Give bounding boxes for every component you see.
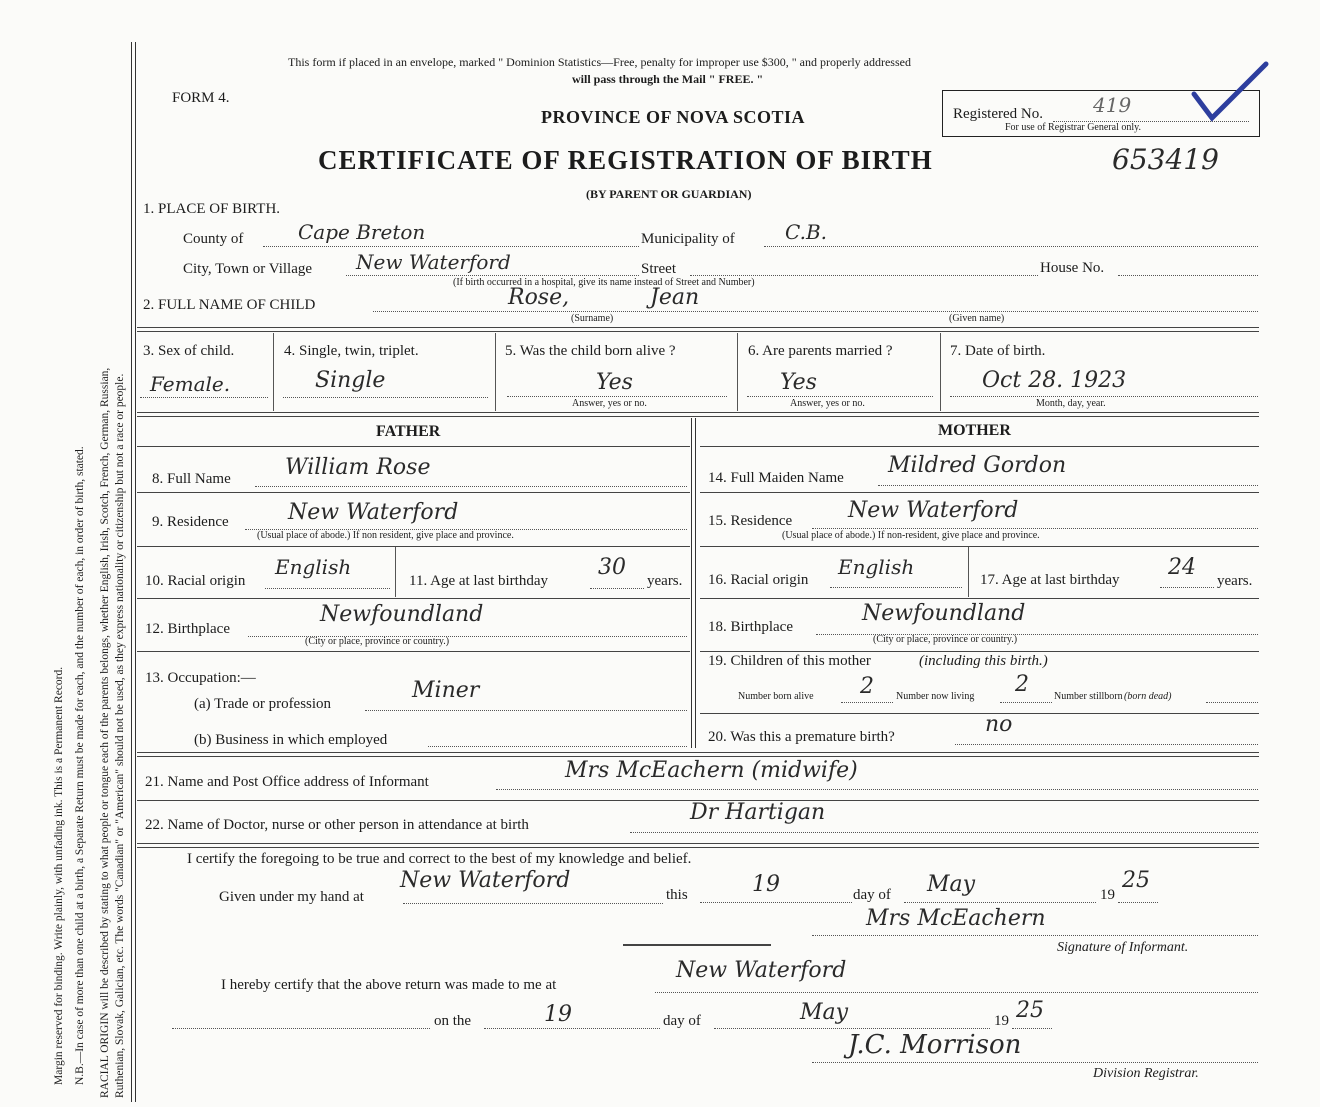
postal-notice: This form if placed in an envelope, marked " Dominion Statistics—Free, penalty for improper use $300, " and properly addressed xyxy=(288,55,911,69)
mother-age-label: 17. Age at last birthday xyxy=(980,572,1120,588)
trade-label: (a) Trade or profession xyxy=(194,696,332,712)
given-name-caption: (Given name) xyxy=(949,313,1005,324)
now-living-line xyxy=(1000,702,1052,703)
mother-residence-line xyxy=(812,528,1258,529)
postal-notice-free: will pass through the Mail " FREE. " xyxy=(572,72,764,86)
municipality-line xyxy=(764,246,1258,247)
now-living-label: Number now living xyxy=(896,691,975,702)
registered-number-value: 419 xyxy=(1093,93,1132,117)
day-line xyxy=(700,902,852,903)
mother-name-value: Mildred Gordon xyxy=(888,453,1067,478)
mother-years-label: years. xyxy=(1217,573,1253,589)
registrar-month-line xyxy=(714,1028,990,1029)
house-number-line xyxy=(1118,275,1258,276)
born-alive-count-line xyxy=(841,702,893,703)
father-birthplace-caption: (City or place, province or country.) xyxy=(305,636,450,647)
mother-rule-3 xyxy=(700,598,1259,599)
county-line xyxy=(263,246,639,247)
plurality-line xyxy=(283,397,488,398)
father-name-line xyxy=(255,486,687,487)
house-number-label: House No. xyxy=(1040,260,1105,276)
premature-value: no xyxy=(985,712,1013,737)
section-rule-informant xyxy=(137,752,1259,753)
given-place-line xyxy=(403,903,663,904)
given-place-value: New Waterford xyxy=(400,868,571,893)
city-line xyxy=(346,275,639,276)
mother-race-label: 16. Racial origin xyxy=(708,572,809,588)
married-line xyxy=(747,396,933,397)
date-of-birth-value: Oct 28. 1923 xyxy=(982,368,1127,393)
now-living-value: 2 xyxy=(1015,672,1029,697)
father-rule-1 xyxy=(137,492,690,493)
married-value: Yes xyxy=(780,370,817,395)
mother-age-divider xyxy=(968,547,969,597)
section-rule-parents-2 xyxy=(137,416,1259,417)
father-birthplace-label: 12. Birthplace xyxy=(145,621,230,637)
father-name-label: 8. Full Name xyxy=(152,471,231,487)
mother-residence-caption: (Usual place of abode.) If non-resident, give place and province. xyxy=(782,530,1040,541)
born-alive-line xyxy=(507,396,727,397)
informant-signature: Mrs McEachern xyxy=(866,906,1046,931)
province-heading: PROVINCE OF NOVA SCOTIA xyxy=(541,107,806,127)
registrar-month-value: May xyxy=(800,1000,849,1025)
informant-signature-line xyxy=(812,935,1258,936)
certify-statement: I certify the foregoing to be true and correct to the best of my knowledge and belief. xyxy=(187,851,692,867)
registrar-place-value: New Waterford xyxy=(676,958,847,983)
month-value: May xyxy=(927,872,976,897)
municipality-value: C.B. xyxy=(785,220,828,244)
surname-caption: (Surname) xyxy=(571,313,614,324)
mother-age-line xyxy=(1160,587,1214,588)
stillborn-label: Number stillborn xyxy=(1054,691,1123,702)
father-rule-4 xyxy=(137,651,690,652)
stillborn-note: (born dead) xyxy=(1124,691,1172,702)
trade-value: Miner xyxy=(412,678,480,703)
mother-rule-4 xyxy=(700,651,1259,652)
children-note: (including this birth.) xyxy=(919,653,1048,669)
born-alive-caption: Answer, yes or no. xyxy=(572,398,647,409)
premature-line xyxy=(955,744,1258,745)
mother-birthplace-value: Newfoundland xyxy=(862,601,1026,626)
father-rule-2 xyxy=(137,546,690,547)
mother-birthplace-label: 18. Birthplace xyxy=(708,619,793,635)
section-rule-certify-2 xyxy=(137,847,1259,848)
registrar-day-value: 19 xyxy=(544,1002,572,1027)
father-residence-value: New Waterford xyxy=(288,500,459,525)
stillborn-line xyxy=(1206,702,1258,703)
row-divider-1 xyxy=(273,333,274,411)
plurality-label: 4. Single, twin, triplet. xyxy=(284,343,419,359)
registrar-signature: J.C. Morrison xyxy=(848,1030,1022,1060)
street-label: Street xyxy=(641,261,676,277)
certificate-number: 653419 xyxy=(1112,143,1219,176)
given-under-hand-label: Given under my hand at xyxy=(219,889,364,905)
margin-note-binding: Margin reserved for binding. Write plainly, with unfading ink. This is a Permanent Record. xyxy=(53,666,65,1085)
father-age-value: 30 xyxy=(598,555,626,580)
on-the-lead-line xyxy=(172,1028,430,1029)
day-value: 19 xyxy=(752,872,780,897)
father-rule-3 xyxy=(137,598,690,599)
city-label: City, Town or Village xyxy=(183,261,313,277)
mother-race-line xyxy=(830,587,962,588)
mother-heading: MOTHER xyxy=(938,422,1011,439)
sex-line xyxy=(140,397,268,398)
section-rule-informant-2 xyxy=(137,756,1259,757)
mother-birthplace-caption: (City or place, province or country.) xyxy=(873,634,1018,645)
business-line xyxy=(428,746,687,747)
mother-name-line xyxy=(878,485,1258,486)
date-of-birth-line xyxy=(950,396,1258,397)
registered-number-label: Registered No. xyxy=(953,106,1043,122)
registrar-general-note: For use of Registrar General only. xyxy=(1005,122,1141,133)
mother-race-value: English xyxy=(838,555,915,579)
date-of-birth-caption: Month, day, year. xyxy=(1036,398,1106,409)
child-name-label: 2. FULL NAME OF CHILD xyxy=(143,297,316,313)
child-given-name-value: Jean xyxy=(650,285,700,310)
born-alive-value: Yes xyxy=(596,370,633,395)
margin-note-racial-origin: RACIAL ORIGIN will be described by stating to what people or tongue each of the parents belongs, whether English, Irish, Scotch, French, German, Russian, xyxy=(99,367,111,1098)
street-line xyxy=(690,275,1038,276)
mother-name-label: 14. Full Maiden Name xyxy=(708,470,844,486)
binding-line-inner xyxy=(135,42,136,1102)
informant-signature-caption: Signature of Informant. xyxy=(1057,940,1189,955)
child-surname-value: Rose, xyxy=(508,285,570,310)
attendant-line xyxy=(630,832,1258,833)
registrar-day-line xyxy=(484,1028,660,1029)
row-divider-4 xyxy=(940,333,941,411)
father-heading-rule xyxy=(137,446,690,447)
business-label: (b) Business in which employed xyxy=(194,732,388,748)
city-value: New Waterford xyxy=(356,250,511,274)
parents-divider-2 xyxy=(695,418,696,748)
year-line xyxy=(1118,902,1158,903)
occupation-label: 13. Occupation:— xyxy=(145,670,256,686)
children-label: 19. Children of this mother xyxy=(708,653,871,669)
municipality-label: Municipality of xyxy=(641,231,735,247)
father-race-line xyxy=(265,588,390,589)
margin-note-multiple-births: N.B.—In case of more than one child at a birth, a Separate Return must be made for each, and the number of each, in order of birth, stated. xyxy=(74,446,86,1085)
margin-note-nationality: Ruthenian, Slovak, Galician, etc. The words "Canadian" or "American" should not be used, as they express nationality or citizenship but not a race or people. xyxy=(114,373,126,1098)
mother-rule-5 xyxy=(700,713,1259,714)
county-value: Cape Breton xyxy=(298,220,426,244)
section-rule-parents xyxy=(137,412,1259,413)
mother-heading-rule xyxy=(700,446,1259,447)
sex-label: 3. Sex of child. xyxy=(143,343,235,359)
attendant-value: Dr Hartigan xyxy=(690,800,826,825)
informant-value: Mrs McEachern (midwife) xyxy=(565,758,858,783)
place-of-birth-label: 1. PLACE OF BIRTH. xyxy=(143,201,281,217)
hospital-note: (If birth occurred in a hospital, give its name instead of Street and Number) xyxy=(453,277,755,288)
registrar-place-line xyxy=(655,992,1258,993)
father-age-divider xyxy=(395,547,396,597)
certify-separator xyxy=(623,944,771,946)
year-value: 25 xyxy=(1122,868,1150,893)
father-heading: FATHER xyxy=(376,423,441,440)
form-number: FORM 4. xyxy=(172,90,230,106)
month-line xyxy=(904,902,1096,903)
married-caption: Answer, yes or no. xyxy=(790,398,865,409)
married-label: 6. Are parents married ? xyxy=(748,343,893,359)
father-race-value: English xyxy=(275,555,352,579)
certificate-title: CERTIFICATE OF REGISTRATION OF BIRTH xyxy=(318,145,933,175)
father-name-value: William Rose xyxy=(285,455,431,480)
checkmark-icon xyxy=(1190,58,1270,124)
mother-rule-1 xyxy=(700,492,1259,493)
registrar-year-prefix: 19 xyxy=(994,1013,1009,1029)
father-residence-caption: (Usual place of abode.) If non resident, give place and province. xyxy=(257,530,514,541)
born-alive-count-label: Number born alive xyxy=(738,691,814,702)
plurality-value: Single xyxy=(315,368,386,393)
row-divider-2 xyxy=(495,333,496,411)
certificate-subtitle: (BY PARENT OR GUARDIAN) xyxy=(586,187,752,201)
attendant-label: 22. Name of Doctor, nurse or other person in attendance at birth xyxy=(145,817,529,833)
registrar-year-value: 25 xyxy=(1016,998,1044,1023)
father-race-label: 10. Racial origin xyxy=(145,573,246,589)
registrar-day-of-label: day of xyxy=(663,1013,701,1029)
section-rule-top-2 xyxy=(137,331,1259,332)
child-name-line xyxy=(373,311,1258,312)
registrar-signature-caption: Division Registrar. xyxy=(1093,1066,1199,1081)
mother-residence-label: 15. Residence xyxy=(708,513,793,529)
on-the-label: on the xyxy=(434,1013,472,1029)
year-prefix: 19 xyxy=(1100,887,1115,903)
parents-divider xyxy=(691,418,692,748)
section-rule-top xyxy=(137,327,1259,328)
father-residence-label: 9. Residence xyxy=(152,514,229,530)
trade-line xyxy=(365,710,687,711)
county-label: County of xyxy=(183,231,244,247)
row-divider-3 xyxy=(737,333,738,411)
father-age-line xyxy=(590,588,644,589)
sex-value: Female. xyxy=(150,372,231,396)
date-of-birth-label: 7. Date of birth. xyxy=(950,343,1046,359)
father-birthplace-value: Newfoundland xyxy=(320,602,484,627)
registrar-signature-line xyxy=(812,1062,1258,1063)
mother-residence-value: New Waterford xyxy=(848,498,1019,523)
this-label: this xyxy=(666,887,688,903)
informant-label: 21. Name and Post Office address of Informant xyxy=(145,774,429,790)
mother-age-value: 24 xyxy=(1168,555,1196,580)
registrar-year-line xyxy=(1012,1028,1052,1029)
born-alive-count-value: 2 xyxy=(860,674,874,699)
binding-line xyxy=(131,42,132,1102)
day-of-label: day of xyxy=(853,887,891,903)
father-age-label: 11. Age at last birthday xyxy=(409,573,548,589)
father-years-label: years. xyxy=(647,573,683,589)
section-rule-certify xyxy=(137,843,1259,844)
registrar-statement: I hereby certify that the above return was made to me at xyxy=(221,977,557,993)
mother-rule-2 xyxy=(700,546,1259,547)
premature-label: 20. Was this a premature birth? xyxy=(708,729,895,745)
born-alive-label: 5. Was the child born alive ? xyxy=(505,343,676,359)
informant-line xyxy=(496,789,1258,790)
